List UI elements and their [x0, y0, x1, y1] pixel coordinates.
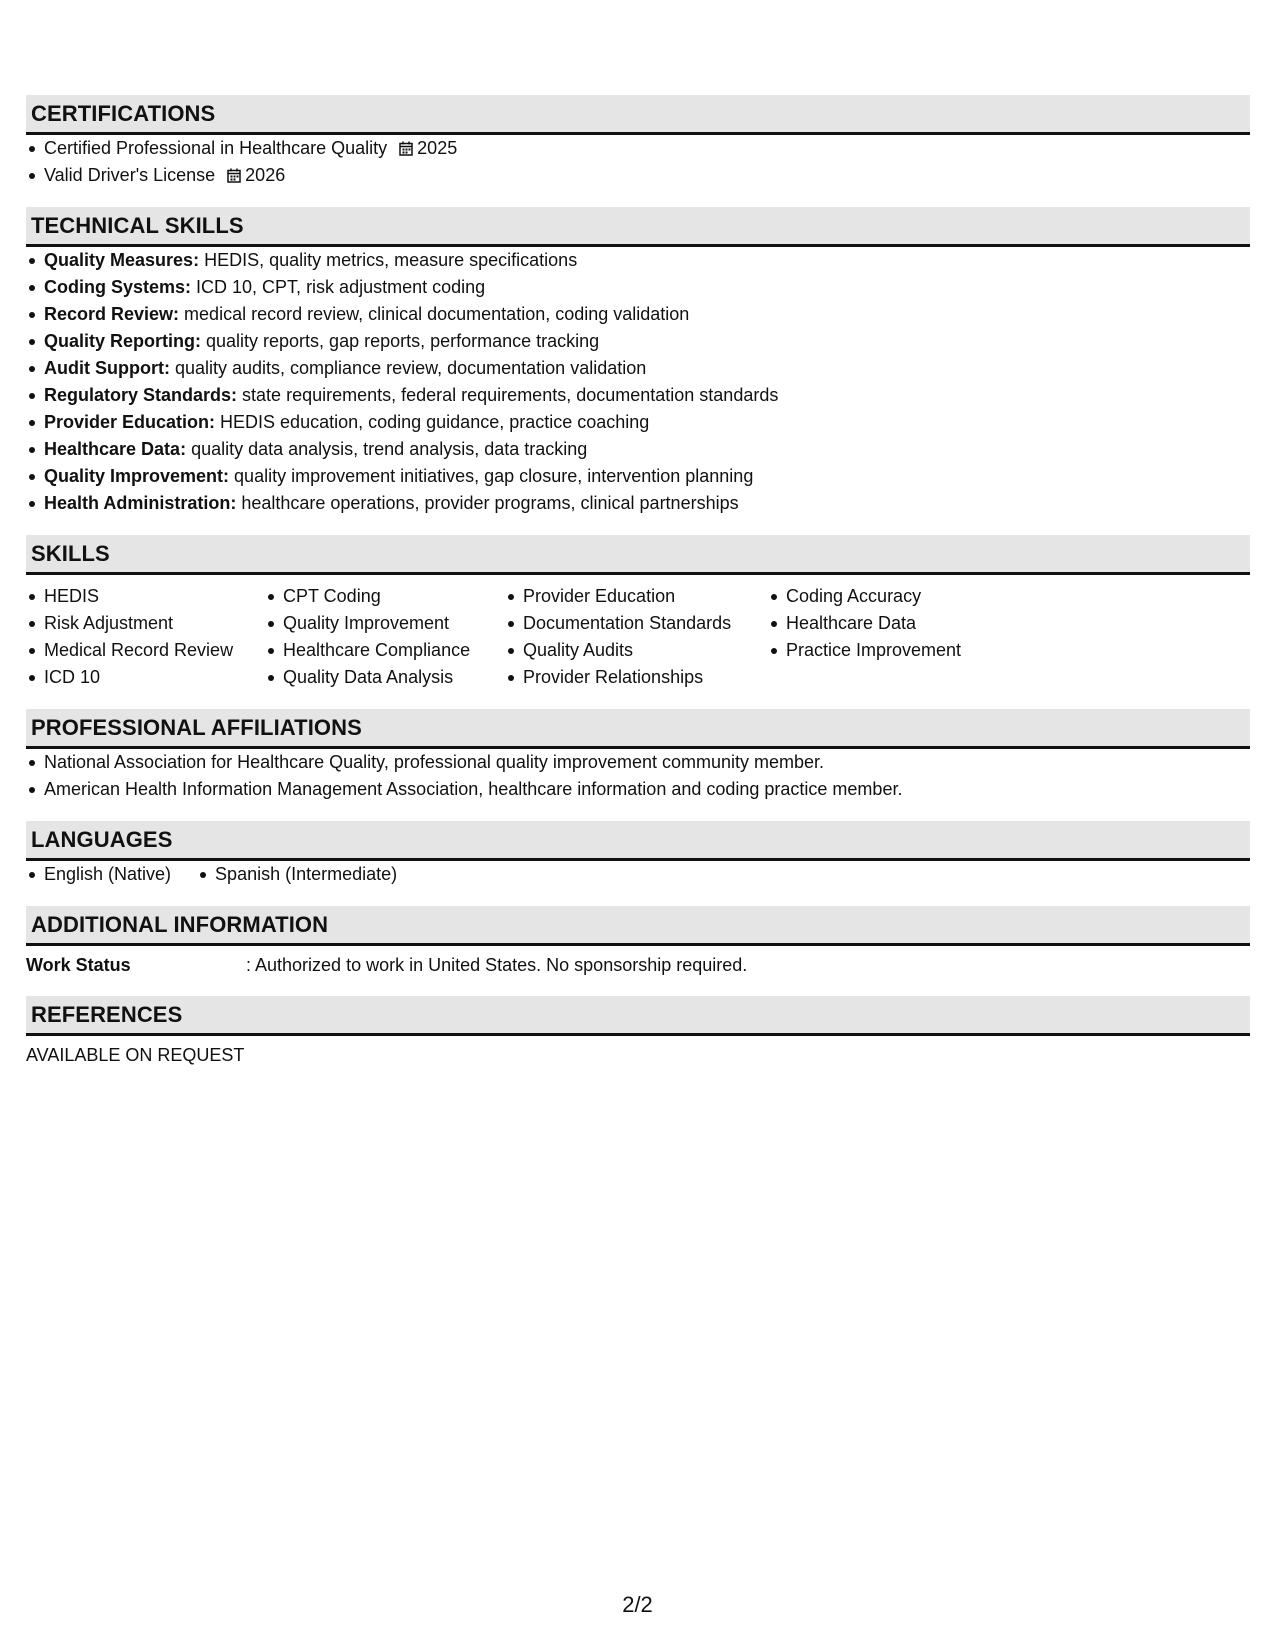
skill-text: quality improvement initiatives, gap closure, intervention planning [229, 466, 754, 486]
skill-label: Healthcare Data: [44, 439, 187, 459]
skill-text: quality reports, gap reports, performance tracking [201, 331, 600, 351]
skill-label: Coding Systems: [44, 277, 192, 297]
work-status-row [26, 946, 1250, 978]
skill-label: Audit Support: [44, 358, 170, 378]
list-item: Medical Record Review [26, 637, 265, 664]
references-section [26, 996, 1250, 1068]
calendar-icon [399, 141, 413, 156]
skills-column-4 [768, 583, 1028, 691]
list-item: Documentation Standards [505, 610, 768, 637]
skills-columns [26, 575, 1250, 691]
skill-label: Quality Reporting: [44, 331, 201, 351]
skill-text: quality audits, compliance review, documentation validation [169, 358, 647, 378]
list-item: Quality Data Analysis [265, 664, 505, 691]
certifications-heading: CERTIFICATIONS [26, 95, 1250, 135]
list-item [26, 490, 1250, 517]
technical-skills-section [26, 207, 1250, 517]
skills-heading: SKILLS [26, 535, 1250, 575]
list-item: English (Native) [26, 861, 171, 888]
languages-heading: LANGUAGES [26, 821, 1250, 861]
affiliations-list [26, 749, 1250, 803]
skill-text: ICD 10, CPT, risk adjustment coding [191, 277, 486, 297]
skill-text: quality data analysis, trend analysis, data tracking [186, 439, 588, 459]
list-item [26, 409, 1250, 436]
list-item: National Association for Healthcare Quality, professional quality improvement community member. [26, 749, 1250, 776]
skill-label: Provider Education: [44, 412, 216, 432]
additional-info-heading: ADDITIONAL INFORMATION [26, 906, 1250, 946]
skill-text: state requirements, federal requirements, documentation standards [237, 385, 779, 405]
skills-column-3 [505, 583, 768, 691]
list-item [26, 301, 1250, 328]
work-status-label: Work Status [26, 955, 131, 975]
affiliations-heading: PROFESSIONAL AFFILIATIONS [26, 709, 1250, 749]
calendar-icon [227, 168, 241, 183]
certifications-list [26, 135, 1250, 189]
list-item: Healthcare Compliance [265, 637, 505, 664]
list-item [26, 463, 1250, 490]
certification-name: Valid Driver's License [44, 165, 216, 185]
skill-text: medical record review, clinical documentation, coding validation [179, 304, 690, 324]
list-item: ICD 10 [26, 664, 265, 691]
list-item: Coding Accuracy [768, 583, 1028, 610]
skill-text: HEDIS, quality metrics, measure specifications [199, 250, 578, 270]
list-item [26, 247, 1250, 274]
list-item: Spanish (Intermediate) [197, 861, 397, 888]
list-item [26, 355, 1250, 382]
skill-label: Regulatory Standards: [44, 385, 238, 405]
technical-skills-heading: TECHNICAL SKILLS [26, 207, 1250, 247]
list-item: Provider Education [505, 583, 768, 610]
skills-column-1 [26, 583, 265, 691]
skills-section [26, 535, 1250, 691]
certification-year: 2025 [417, 138, 458, 158]
references-heading: REFERENCES [26, 996, 1250, 1036]
skill-label: Health Administration: [44, 493, 237, 513]
additional-info-section [26, 906, 1250, 978]
certification-name: Certified Professional in Healthcare Quality [44, 138, 388, 158]
list-item: CPT Coding [265, 583, 505, 610]
list-item: Quality Audits [505, 637, 768, 664]
page-number: 2/2 [622, 1592, 653, 1617]
technical-skills-list [26, 247, 1250, 517]
skill-label: Record Review: [44, 304, 180, 324]
certifications-section [26, 95, 1250, 189]
skill-label: Quality Improvement: [44, 466, 230, 486]
list-item: Risk Adjustment [26, 610, 265, 637]
list-item [26, 274, 1250, 301]
list-item: Quality Improvement [265, 610, 505, 637]
resume-page [26, 95, 1250, 1086]
skill-text: healthcare operations, provider programs, clinical partnerships [236, 493, 739, 513]
certification-year: 2026 [245, 165, 286, 185]
list-item: Provider Relationships [505, 664, 768, 691]
affiliations-section [26, 709, 1250, 803]
list-item: HEDIS [26, 583, 265, 610]
skills-column-2 [265, 583, 505, 691]
languages-section [26, 821, 1250, 888]
list-item: Healthcare Data [768, 610, 1028, 637]
references-text: AVAILABLE ON REQUEST [26, 1045, 245, 1065]
list-item: Practice Improvement [768, 637, 1028, 664]
list-item [26, 328, 1250, 355]
skill-label: Quality Measures: [44, 250, 200, 270]
list-item [26, 382, 1250, 409]
languages-list [26, 861, 1250, 888]
list-item [26, 436, 1250, 463]
list-item [26, 162, 1250, 189]
list-item [26, 135, 1250, 162]
work-status-value: : Authorized to work in United States. No sponsorship required. [246, 955, 748, 975]
skill-text: HEDIS education, coding guidance, practice coaching [215, 412, 650, 432]
list-item: American Health Information Management Association, healthcare information and coding practice member. [26, 776, 1250, 803]
